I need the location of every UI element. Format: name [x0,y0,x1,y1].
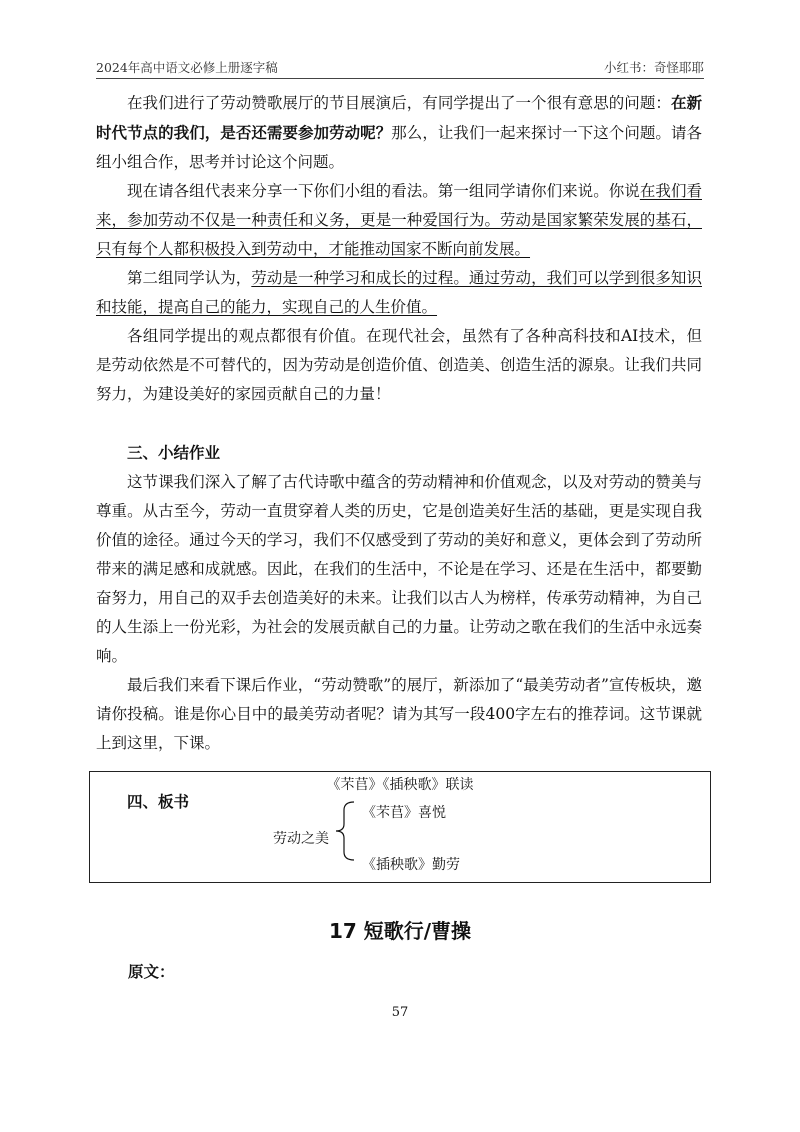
next-lesson-title: 17 短歌行/曹操 [328,919,472,943]
board-root: 劳动之美 [273,831,329,847]
paragraph-group2 [96,264,702,322]
blackboard-box [89,771,711,883]
board-branch-2: 《插秧歌》勤劳 [362,857,460,873]
p2-underlined-answer: 在我们看来，参加劳动不仅是一种责任和义务，更是一种爱国行为。劳动是国家繁荣发展的基石，只有每个人都积极投入到劳动中，才能推动国家不断向前发展。 [96,182,702,258]
board-branch-1: 《芣苢》喜悦 [362,805,446,821]
p1-bold-question: 在新时代节点的我们，是否还需要参加劳动呢？ [96,93,702,142]
board-title: 《芣苢》《插秧歌》联读 [326,777,474,793]
p3-underlined-answer: 劳动是一种学习和成长的过程。通过劳动，我们可以学到很多知识和技能，提高自己的能力，实现自己的人生价值。 [96,269,702,316]
header-doc-title: 2024年高中语文必修上册逐字稿 [96,60,278,75]
section3-heading: 三、小结作业 [127,444,221,462]
brace-icon [334,800,358,862]
p1-text-c: 那么，让我们一起来探讨一下这个问题。请各组小组合作，思考并讨论这个问题。 [96,124,702,171]
section3-paragraph1: 这节课我们深入了解了古代诗歌中蕴含的劳动精神和价值观念，以及对劳动的赞美与尊重。从古至今，劳动一直贯穿着人类的历史，它是创造美好生活的基础，更是实现自我价值的途径。通过今天的学习，我们不仅感受到了劳动的美好和意义，更体会到了劳动所带来的满足感和成就感。因此，在我们的生活中，不论是在学习、还是在生活中，都要勤奋努力，用自己的双手去创造美好的未来。让我们以古人为榜样，传承劳动精神，为自己的人生添上一份光彩，为社会的发展贡献自己的力量。让劳动之歌在我们的生活中永远奏响。 [96,473,702,665]
main-content [96,88,702,817]
paragraph-question [96,88,702,177]
page-number: 57 [391,1005,409,1020]
paragraph-summary: 各组同学提出的观点都很有价值。在现代社会，虽然有了各种高科技和AI技术，但是劳动依然是不可替代的，因为劳动是创造价值、创造美、创造生活的源泉。让我们共同努力，为建设美好的家园贡献自己的力量！ [96,327,702,403]
p3-text-a: 第二组同学认为， [127,269,252,287]
page-header [96,58,704,79]
p1-text-a: 在我们进行了劳动赞歌展厅的节目展演后，有同学提出了一个很有意思的问题： [127,94,671,112]
section3-paragraph2: 最后我们来看下课后作业，“劳动赞歌”的展厅，新添加了“最美劳动者”宣传板块，邀请你投稿。谁是你心目中的最美劳动者呢？请为其写一段400字左右的推荐词。这节课就上到这里，下课。 [96,676,702,752]
p2-text-a: 现在请各组代表来分享一下你们小组的看法。第一组同学请你们来说。你说 [127,182,640,200]
paragraph-group1 [96,177,702,264]
original-text-label: 原文： [128,963,175,981]
section4-heading: 四、板书 [127,793,190,811]
header-author: 小红书：奇怪耶耶 [603,60,704,75]
